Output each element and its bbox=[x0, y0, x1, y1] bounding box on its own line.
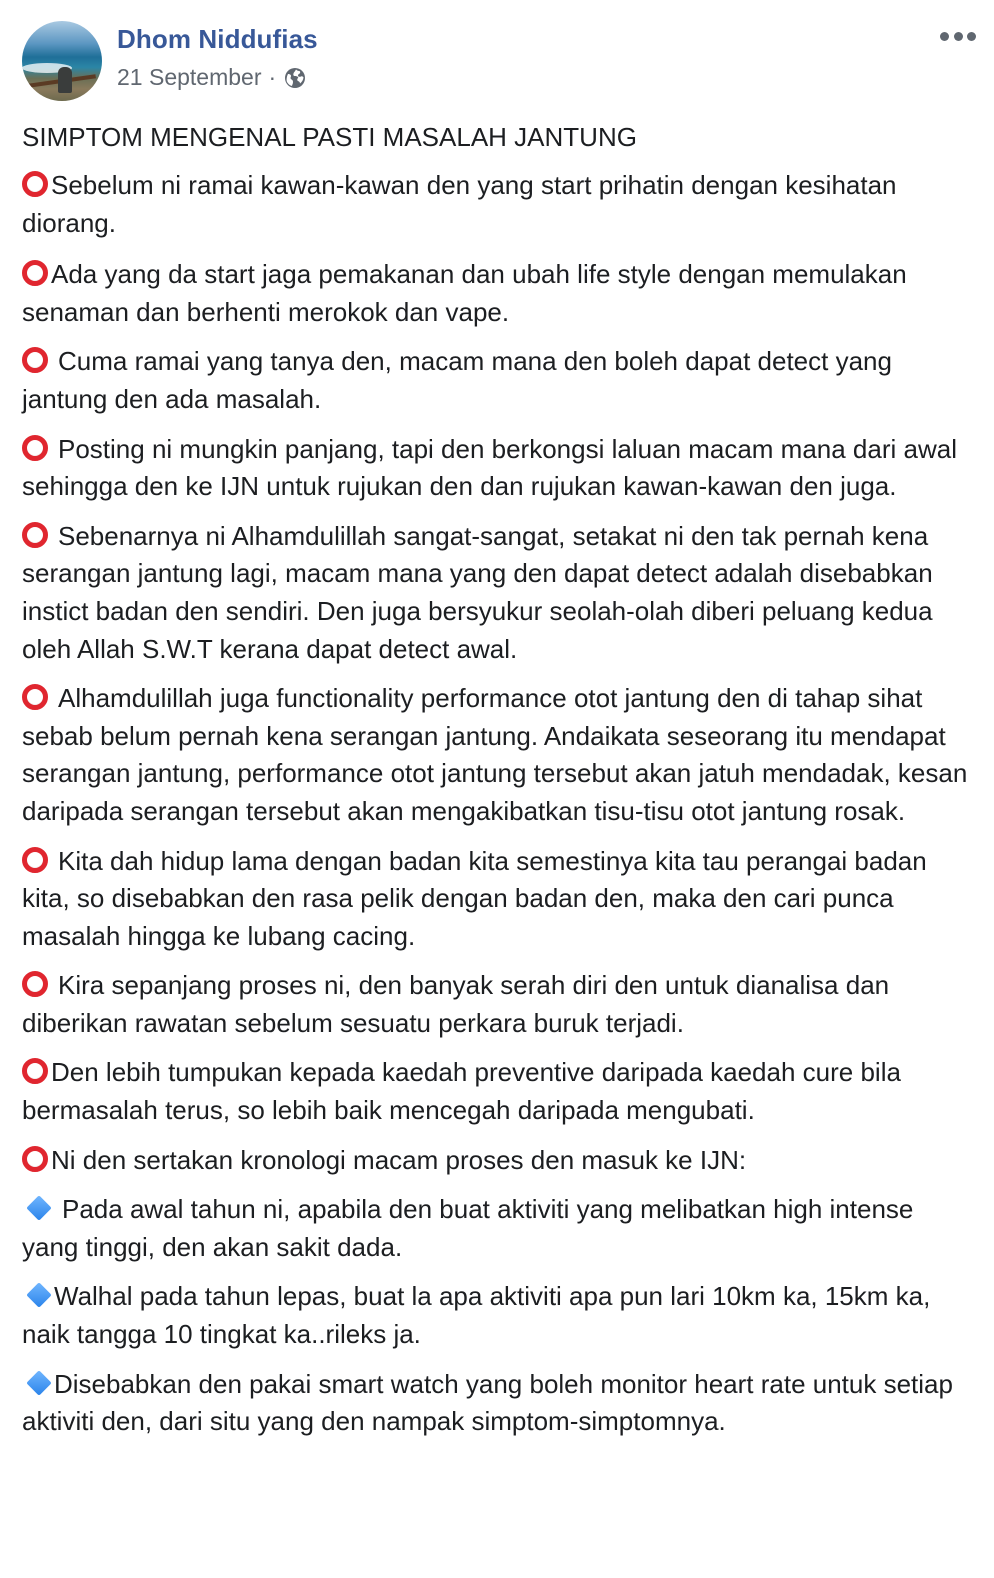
paragraph-text: Ada yang da start jaga pemakanan dan ubah life style dengan memulakan senaman dan berhenti merokok dan vape. bbox=[22, 259, 907, 327]
paragraph-text: Kita dah hidup lama dengan badan kita semestinya kita tau perangai badan kita, so disebabkan den rasa pelik dengan badan den, maka den cari punca masalah hingga ke lubang cacing. bbox=[22, 845, 927, 951]
meta-separator: · bbox=[268, 64, 277, 90]
paragraph-text: Walhal pada tahun lepas, buat la apa aktiviti apa pun lari 10km ka, 15km ka, naik tangga 10 tingkat ka..rileks ja. bbox=[22, 1281, 931, 1350]
post-header bbox=[0, 0, 994, 118]
avatar-person bbox=[58, 67, 72, 93]
paragraph-text: Ni den sertakan kronologi macam proses den masuk ke IJN: bbox=[51, 1144, 747, 1175]
post-paragraph bbox=[22, 967, 972, 1042]
author-avatar[interactable] bbox=[22, 21, 102, 101]
red-circle-icon bbox=[22, 847, 48, 873]
post-paragraph bbox=[22, 843, 972, 956]
globe-icon[interactable] bbox=[283, 66, 307, 90]
blue-diamond-icon bbox=[26, 1370, 51, 1395]
red-circle-icon bbox=[22, 260, 48, 286]
red-circle-icon bbox=[22, 171, 48, 197]
post-paragraph bbox=[22, 1142, 972, 1180]
more-dot-icon bbox=[940, 32, 949, 41]
author-name-link[interactable]: Dhom Niddufias bbox=[117, 24, 318, 54]
post-paragraph bbox=[22, 431, 972, 506]
red-circle-icon bbox=[22, 435, 48, 461]
post-date-link[interactable]: 21 September bbox=[117, 64, 262, 90]
red-circle-icon bbox=[22, 1058, 48, 1084]
post-paragraph bbox=[22, 343, 972, 418]
post-paragraph bbox=[22, 1278, 972, 1353]
red-circle-icon bbox=[22, 684, 48, 710]
post-body bbox=[0, 118, 994, 1441]
post-paragraph bbox=[22, 167, 972, 242]
paragraph-text: Posting ni mungkin panjang, tapi den berkongsi laluan macam mana dari awal sehingga den ke IJN untuk rujukan den dan rujukan kawan-kawan den juga. bbox=[22, 433, 957, 502]
paragraph-text: Sebelum ni ramai kawan-kawan den yang start prihatin dengan kesihatan diorang. bbox=[22, 170, 897, 238]
post-meta bbox=[117, 64, 307, 91]
paragraph-text: Alhamdulillah juga functionality performance otot jantung den di tahap sihat sebab belum pernah kena serangan jantung. Andaikata seseorang itu mendapat serangan jantung, performance otot jantung tersebut akan jatuh mendadak, kesan daripada serangan tersebut akan mengakibatkan tisu-tisu otot jantung rosak. bbox=[22, 683, 968, 826]
blue-diamond-icon bbox=[26, 1196, 51, 1221]
red-circle-icon bbox=[22, 522, 48, 548]
red-circle-icon bbox=[22, 971, 48, 997]
more-dot-icon bbox=[967, 32, 976, 41]
blue-diamond-icon bbox=[26, 1283, 51, 1308]
red-circle-icon bbox=[22, 1146, 48, 1172]
paragraph-text: Disebabkan den pakai smart watch yang boleh monitor heart rate untuk setiap aktiviti den, dari situ yang den nampak simptom-simptomnya. bbox=[22, 1368, 953, 1437]
paragraph-text: Pada awal tahun ni, apabila den buat aktiviti yang melibatkan high intense yang tinggi, den akan sakit dada. bbox=[22, 1194, 914, 1262]
post-paragraph bbox=[22, 256, 972, 331]
more-dot-icon bbox=[954, 32, 963, 41]
paragraph-text: Cuma ramai yang tanya den, macam mana den boleh dapat detect yang jantung den ada masalah. bbox=[22, 346, 892, 414]
post-paragraph bbox=[22, 1054, 972, 1129]
paragraph-text: Den lebih tumpukan kepada kaedah preventive daripada kaedah cure bila bermasalah terus, so lebih baik mencegah daripada mengubati. bbox=[22, 1057, 901, 1126]
red-circle-icon bbox=[22, 347, 48, 373]
post-paragraph bbox=[22, 1191, 972, 1266]
paragraph-text: Kira sepanjang proses ni, den banyak serah diri den untuk dianalisa dan diberikan rawatan sebelum sesuatu perkara buruk terjadi. bbox=[22, 970, 890, 1038]
more-options-button[interactable] bbox=[940, 28, 976, 44]
post-title: SIMPTOM MENGENAL PASTI MASALAH JANTUNG bbox=[22, 122, 637, 152]
post-paragraph bbox=[22, 518, 972, 668]
post-paragraph bbox=[22, 680, 972, 830]
post-paragraph bbox=[22, 1366, 972, 1441]
paragraph-text: Sebenarnya ni Alhamdulillah sangat-sangat, setakat ni den tak pernah kena serangan jantung lagi, macam mana yang den dapat detect adalah disebabkan instict badan den sendiri. Den juga bersyukur seolah-olah diberi peluang kedua oleh Allah S.W.T kerana dapat detect awal. bbox=[22, 520, 933, 664]
